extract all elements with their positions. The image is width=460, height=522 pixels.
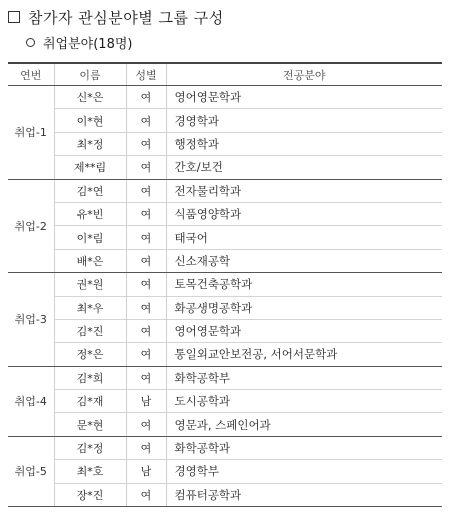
gender-cell: 여 xyxy=(126,413,166,436)
gender-cell: 여 xyxy=(126,109,166,132)
major-cell: 통일외교안보전공, 서어서문학과 xyxy=(166,343,442,366)
table-row xyxy=(8,202,442,225)
gender-cell: 여 xyxy=(126,296,166,319)
table-row xyxy=(8,436,442,459)
major-cell: 신소재공학 xyxy=(166,249,442,272)
checkbox-icon xyxy=(8,11,20,23)
participants-table xyxy=(8,62,442,507)
name-cell: 문*현 xyxy=(54,413,126,436)
table-row xyxy=(8,413,442,436)
gender-cell: 여 xyxy=(126,436,166,459)
gender-cell: 여 xyxy=(126,226,166,249)
table-row xyxy=(8,86,442,109)
name-cell: 정*은 xyxy=(54,343,126,366)
major-cell: 컴퓨터공학과 xyxy=(166,483,442,506)
name-cell: 최*우 xyxy=(54,296,126,319)
table-row xyxy=(8,319,442,342)
major-cell: 영문과, 스페인어과 xyxy=(166,413,442,436)
major-cell: 화학공학부 xyxy=(166,366,442,389)
name-cell: 김*진 xyxy=(54,319,126,342)
name-cell: 권*원 xyxy=(54,273,126,296)
table-row xyxy=(8,483,442,506)
table-row xyxy=(8,249,442,272)
major-cell: 화공생명공학과 xyxy=(166,296,442,319)
table-row xyxy=(8,390,442,413)
table-row xyxy=(8,109,442,132)
table-row xyxy=(8,156,442,179)
major-cell: 영어영문학과 xyxy=(166,86,442,109)
table-row xyxy=(8,460,442,483)
major-cell: 전자물리학과 xyxy=(166,179,442,202)
gender-cell: 남 xyxy=(126,390,166,413)
header-number: 연번 xyxy=(8,63,54,86)
name-cell: 김*연 xyxy=(54,179,126,202)
table-row xyxy=(8,179,442,202)
name-cell: 이*현 xyxy=(54,109,126,132)
gender-cell: 여 xyxy=(126,319,166,342)
group-label: 취업-3 xyxy=(8,273,54,367)
name-cell: 최*정 xyxy=(54,132,126,155)
table-row xyxy=(8,273,442,296)
major-cell: 화학공학과 xyxy=(166,436,442,459)
gender-cell: 여 xyxy=(126,179,166,202)
table-row xyxy=(8,296,442,319)
subsection-label: 취업분야(18명) xyxy=(43,36,133,52)
name-cell: 배*은 xyxy=(54,249,126,272)
name-cell: 장*진 xyxy=(54,483,126,506)
major-cell: 태국어 xyxy=(166,226,442,249)
header-name: 이름 xyxy=(54,63,126,86)
circle-bullet-icon xyxy=(26,38,35,47)
gender-cell: 여 xyxy=(126,483,166,506)
name-cell: 김*희 xyxy=(54,366,126,389)
group-label: 취업-5 xyxy=(8,436,54,506)
group-label: 취업-4 xyxy=(8,366,54,436)
name-cell: 최*호 xyxy=(54,460,126,483)
major-cell: 식품영양학과 xyxy=(166,202,442,225)
major-cell: 경영학부 xyxy=(166,460,442,483)
gender-cell: 여 xyxy=(126,132,166,155)
page-title: 참가자 관심분야별 그룹 구성 xyxy=(28,8,224,27)
header-gender: 성별 xyxy=(126,63,166,86)
name-cell: 신*은 xyxy=(54,86,126,109)
header-major: 전공분야 xyxy=(166,63,442,86)
name-cell: 김*정 xyxy=(54,436,126,459)
gender-cell: 여 xyxy=(126,156,166,179)
major-cell: 간호/보건 xyxy=(166,156,442,179)
table-row xyxy=(8,132,442,155)
section-title xyxy=(8,6,224,28)
major-cell: 행정학과 xyxy=(166,132,442,155)
table-row xyxy=(8,366,442,389)
gender-cell: 여 xyxy=(126,249,166,272)
group-label: 취업-2 xyxy=(8,179,54,273)
gender-cell: 남 xyxy=(126,460,166,483)
table-header-row xyxy=(8,63,442,86)
name-cell: 김*재 xyxy=(54,390,126,413)
gender-cell: 여 xyxy=(126,202,166,225)
table-row xyxy=(8,226,442,249)
name-cell: 이*림 xyxy=(54,226,126,249)
gender-cell: 여 xyxy=(126,86,166,109)
gender-cell: 여 xyxy=(126,273,166,296)
major-cell: 경영학과 xyxy=(166,109,442,132)
name-cell: 제**림 xyxy=(54,156,126,179)
major-cell: 도시공학과 xyxy=(166,390,442,413)
gender-cell: 여 xyxy=(126,366,166,389)
major-cell: 영어영문학과 xyxy=(166,319,442,342)
group-label: 취업-1 xyxy=(8,86,54,180)
name-cell: 유*빈 xyxy=(54,202,126,225)
major-cell: 토목건축공학과 xyxy=(166,273,442,296)
table-row xyxy=(8,343,442,366)
subsection-title xyxy=(26,32,132,52)
gender-cell: 여 xyxy=(126,343,166,366)
